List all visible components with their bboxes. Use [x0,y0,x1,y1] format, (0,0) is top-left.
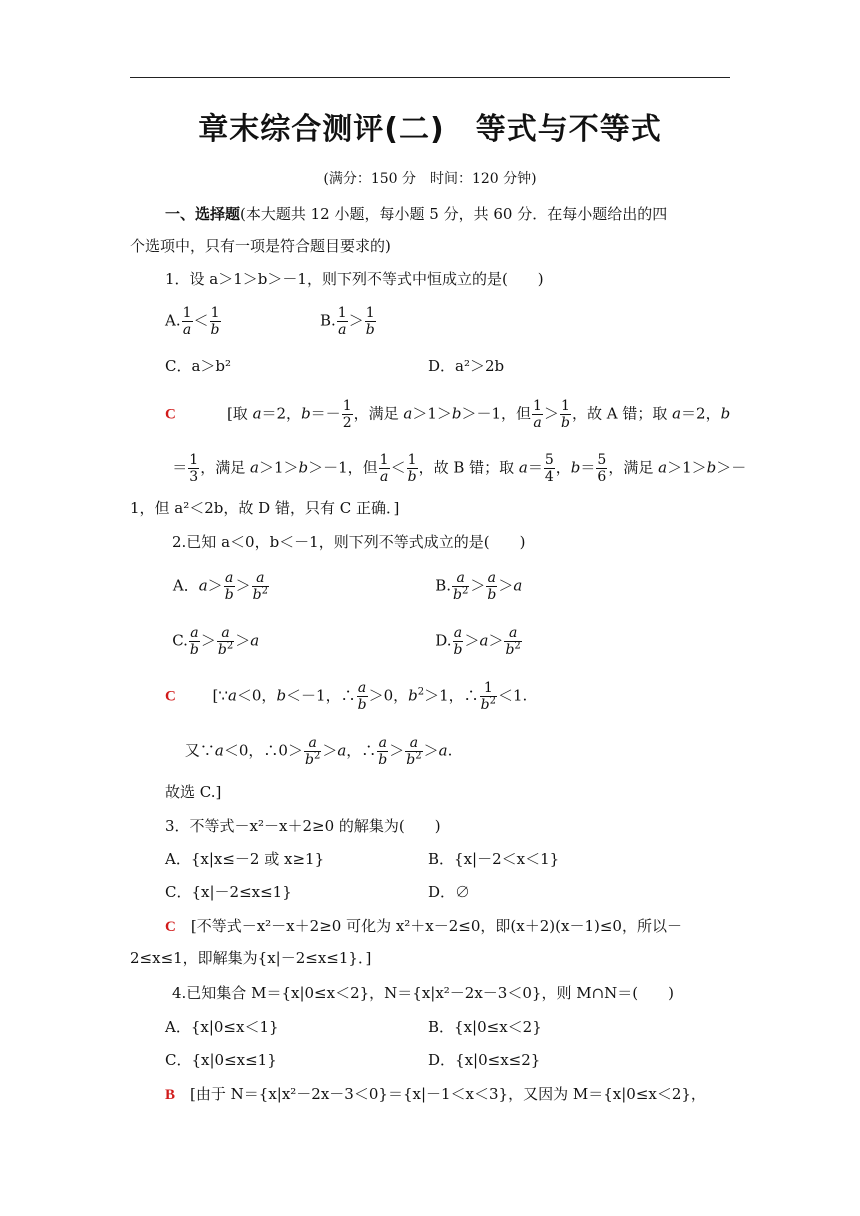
q3-option-c: C．{x|－2≤x≤1} [165,883,292,901]
q4-option-c: C．{x|0≤x≤1} [165,1051,277,1069]
q2-explanation-3: 故选 C.] [165,783,222,801]
q2-answer: C [165,688,176,705]
q2-stem: 2.已知 a＜0，b＜－1，则下列不等式成立的是( ) [172,533,526,551]
q2-explanation-1: C [∵a＜0，b＜－1，∴ $\frac{a}{b}$ ＞0，$b^2>1$，∴ $\frac{1}{b^2}$ ＜1. [165,680,528,713]
q3-explanation-1 [165,915,682,938]
q2-explanation-2: 又∵a＜0，∴0＞ $\frac{a}{b^2}$ ＞a，∴ $\frac{a}{b}$ ＞ $\frac{a}{b^2}$ ＞a. [184,735,453,768]
page-title: 章末综合测评(二) 等式与不等式 [198,112,662,147]
q3-option-b: B．{x|－2＜x＜1} [428,850,560,868]
q3-option-d: D．∅ [428,883,471,901]
section-desc1: (本大题共 12 小题，每小题 5 分，共 60 分．在每小题给出的四 [240,205,668,223]
q1-explanation-3: 1，但 a²＜2b，故 D 错，只有 C 正确．] [130,499,400,517]
q1-option-d: D．a²＞2b [428,357,505,375]
q4-option-b: B．{x|0≤x＜2} [428,1018,542,1036]
q2-option-b: B. $\frac{a}{b^2}$ ＞ $\frac{a}{b}$ ＞a [435,570,523,603]
q4-explanation-1 [165,1083,706,1106]
q4-exp1-text: [由于 N＝{x|x²－2x－3＜0}＝{x|－1＜x＜3}，又因为 M＝{x|0≤x＜2}， [190,1085,706,1103]
q4-answer: B [165,1087,176,1103]
q4-stem: 4.已知集合 M＝{x|0≤x＜2}，N＝{x|x²－2x－3＜0}，则 M∩N＝( ) [172,984,674,1002]
q3-option-a: A．{x|x≤－2 或 x≥1} [165,850,325,868]
header-rule [130,77,730,78]
q3-exp1-text: [不等式－x²－x＋2≥0 可化为 x²＋x－2≤0，即(x＋2)(x－1)≤0，所以－ [190,917,682,935]
q1-option-c: C．a＞b² [165,357,232,375]
q2-option-a: A．a＞ $\frac{a}{b}$ ＞ $\frac{a}{b^2}$ [172,570,269,603]
section-intro-line1 [165,203,667,225]
q4-option-d: D．{x|0≤x≤2} [428,1051,541,1069]
q1-option-a: A. $\frac{1}{a}$ ＜ $\frac{1}{b}$ [165,305,220,338]
page-subtitle: (满分：150 分 时间：120 分钟) [323,171,537,187]
q1-explanation-2: ＝ $\frac{1}{3}$ ，满足 a＞1＞b＞－1，但 $\frac{1}{a}$ ＜ $\frac{1}{b}$ ，故 B 错；取 a＝ $\frac{5}{4}$ ，b＝ $\frac{5}{6}$ ，满足 a＞1＞b＞－ [172,452,747,485]
q4-option-a: A．{x|0≤x＜1} [165,1018,279,1036]
q3-stem: 3．不等式－x²－x＋2≥0 的解集为( ) [165,817,441,835]
q1-stem: 1．设 a＞1＞b＞－1，则下列不等式中恒成立的是( ) [165,270,544,288]
q3-answer: C [165,919,176,935]
q1-explanation-1: C [取 a＝2，b＝－ $\frac{1}{2}$ ，满足 a＞1＞b＞－1，但 $\frac{1}{a}$ ＞ $\frac{1}{b}$ ，故 A 错；取 a＝2，b [165,398,731,431]
q2-option-c: C. $\frac{a}{b}$ ＞ $\frac{a}{b^2}$ ＞a [172,625,260,658]
q2-option-d: D. $\frac{a}{b}$ ＞a＞ $\frac{a}{b^2}$ [435,625,521,658]
q1-option-b: B. $\frac{1}{a}$ ＞ $\frac{1}{b}$ [320,305,375,338]
section-heading: 一、选择题 [165,205,241,223]
q3-explanation-2: 2≤x≤1，即解集为{x|－2≤x≤1}．] [130,949,372,967]
section-desc2: 个选项中，只有一项是符合题目要求的) [130,237,391,255]
q1-answer: C [165,406,176,423]
